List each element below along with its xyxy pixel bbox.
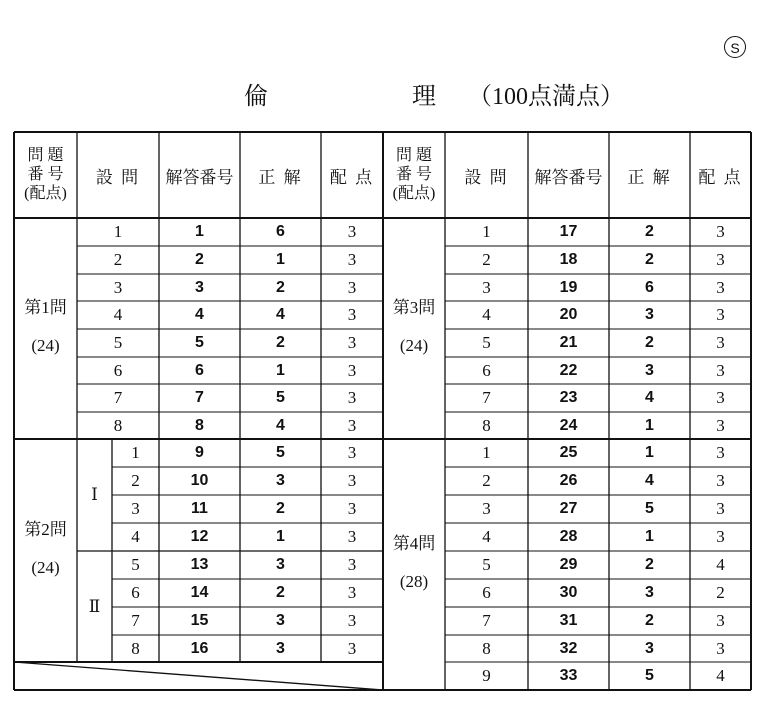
cell-seikai: 2 [276, 334, 285, 351]
cell-haiten: 3 [716, 638, 725, 658]
question-3-label [383, 297, 445, 357]
header-setsumon-right: 設 問 [464, 167, 509, 187]
cell-haiten: 3 [347, 305, 357, 324]
cell-setsumon: 5 [113, 333, 123, 352]
title-subject-2: 理 [412, 84, 436, 110]
cell-setsumon: 5 [131, 555, 140, 574]
cell-haiten: 3 [347, 222, 357, 241]
question-4-name: 第4問 [392, 534, 436, 553]
header-kaito-bango-right: 解答番号 [534, 167, 603, 187]
cell-kaito: 5 [195, 334, 204, 351]
cell-seikai: 5 [645, 667, 654, 684]
cell-haiten: 3 [347, 555, 357, 574]
cell-setsumon: 1 [482, 222, 491, 241]
cell-setsumon: 2 [482, 250, 491, 269]
cell-kaito: 33 [559, 667, 578, 684]
cell-setsumon: 4 [482, 305, 491, 324]
question-2-points: (24) [31, 558, 60, 577]
cell-kaito: 2 [195, 251, 204, 268]
cell-setsumon: 2 [131, 471, 140, 490]
cell-seikai: 4 [645, 472, 654, 489]
cell-haiten: 3 [347, 611, 357, 630]
cell-setsumon: 8 [482, 415, 491, 435]
cell-kaito: 16 [190, 639, 209, 657]
cell-kaito: 27 [559, 500, 578, 517]
cell-setsumon: 1 [113, 222, 123, 241]
cell-setsumon: 7 [131, 611, 140, 630]
cell-kaito: 3 [195, 278, 204, 296]
question-2-label [14, 519, 77, 579]
cell-setsumon: 2 [113, 250, 123, 269]
cell-seikai: 6 [276, 223, 285, 240]
cell-kaito: 20 [559, 306, 578, 323]
cell-setsumon: 4 [113, 305, 123, 324]
cell-seikai: 3 [645, 639, 654, 657]
question-4-points: (28) [399, 572, 429, 591]
question-3-name: 第3問 [392, 298, 436, 317]
cell-seikai: 3 [276, 612, 285, 629]
cell-kaito: 30 [559, 584, 578, 601]
cell-haiten: 3 [716, 222, 725, 241]
cell-seikai: 3 [276, 472, 285, 489]
cell-setsumon: 5 [482, 333, 491, 352]
cell-haiten: 3 [716, 499, 725, 518]
cell-kaito: 24 [559, 416, 578, 434]
cell-haiten: 3 [347, 360, 357, 380]
cell-haiten: 3 [716, 360, 725, 380]
question-2-name: 第2問 [24, 520, 67, 539]
cell-seikai: 3 [645, 584, 654, 601]
cell-haiten: 3 [347, 277, 357, 297]
cell-seikai: 2 [645, 251, 654, 268]
cell-setsumon: 2 [482, 471, 491, 490]
cell-kaito: 4 [195, 306, 204, 323]
cell-kaito: 25 [559, 444, 578, 461]
cell-seikai: 2 [645, 223, 654, 240]
cell-seikai: 5 [645, 500, 654, 517]
header-mondai-line-3: (配点) [392, 185, 436, 202]
question-1-label [14, 297, 77, 357]
cell-kaito: 21 [559, 334, 578, 351]
cell-kaito: 15 [190, 612, 209, 629]
header-setsumon-left: 設 問 [95, 167, 141, 187]
cell-seikai: 3 [645, 306, 654, 323]
question-1-name: 第1問 [24, 298, 67, 317]
title-subject-1: 倫 [244, 84, 268, 110]
cell-haiten: 3 [716, 611, 725, 630]
cell-setsumon: 8 [113, 415, 123, 435]
header-mondai-bango-right [383, 146, 445, 203]
cell-haiten: 3 [347, 527, 357, 546]
header-seikai-right: 正 解 [627, 167, 672, 187]
cell-setsumon: 8 [131, 638, 140, 658]
cell-setsumon: 3 [482, 277, 491, 297]
cell-kaito: 10 [190, 472, 209, 489]
header-mondai-line-3: (配点) [24, 185, 67, 202]
cell-kaito: 8 [195, 416, 204, 434]
cell-seikai: 4 [276, 306, 285, 323]
cell-kaito: 19 [559, 278, 578, 296]
cell-haiten: 3 [347, 333, 357, 352]
cell-setsumon: 6 [113, 360, 123, 380]
cell-seikai: 2 [276, 278, 285, 296]
cell-seikai: 2 [276, 584, 285, 601]
cell-seikai: 2 [645, 612, 654, 629]
question-2-part-2: Ⅱ [88, 596, 101, 616]
cell-setsumon: 7 [482, 611, 491, 630]
cell-setsumon: 4 [482, 527, 491, 546]
cell-haiten: 3 [347, 415, 357, 435]
cell-haiten: 4 [716, 666, 725, 685]
cell-haiten: 3 [716, 388, 725, 407]
cell-seikai: 4 [276, 416, 285, 434]
cell-haiten: 3 [347, 471, 357, 490]
header-seikai-left: 正 解 [258, 167, 303, 187]
cell-kaito: 22 [559, 361, 578, 379]
question-1-points: (24) [31, 336, 60, 355]
question-4-label [383, 533, 445, 593]
cell-kaito: 6 [195, 361, 204, 379]
cell-haiten: 2 [716, 583, 725, 602]
question-2-part-1: Ⅰ [91, 485, 98, 504]
header-mondai-line-2: 番 号 [395, 166, 432, 183]
cell-seikai: 1 [276, 528, 285, 545]
cell-kaito: 28 [559, 528, 578, 545]
cell-seikai: 3 [645, 361, 654, 379]
cell-seikai: 5 [276, 444, 285, 461]
cell-haiten: 3 [716, 443, 725, 462]
cell-kaito: 1 [195, 223, 204, 240]
cell-kaito: 18 [559, 251, 578, 268]
cell-seikai: 2 [645, 334, 654, 351]
cell-setsumon: 3 [482, 499, 491, 518]
cell-kaito: 17 [559, 223, 578, 240]
cell-setsumon: 1 [131, 443, 140, 462]
cell-haiten: 3 [716, 527, 725, 546]
cell-kaito: 26 [559, 472, 578, 489]
cell-kaito: 29 [559, 556, 578, 573]
header-mondai-line-1: 問 題 [27, 147, 64, 164]
cell-haiten: 3 [716, 250, 725, 269]
header-haiten-right: 配 点 [698, 167, 743, 187]
cell-setsumon: 7 [482, 388, 491, 407]
cell-kaito: 12 [190, 528, 209, 545]
cell-haiten: 4 [716, 555, 725, 574]
cell-haiten: 3 [716, 333, 725, 352]
cell-haiten: 3 [716, 277, 725, 297]
cell-setsumon: 3 [131, 499, 140, 518]
cell-seikai: 2 [645, 556, 654, 573]
cell-seikai: 6 [645, 278, 654, 296]
cell-haiten: 3 [347, 499, 357, 518]
cell-haiten: 3 [347, 638, 357, 658]
cell-haiten: 3 [716, 471, 725, 490]
cell-haiten: 3 [347, 250, 357, 269]
cell-kaito: 11 [191, 500, 208, 517]
question-3-points: (24) [399, 336, 429, 355]
title-full-score: （100点満点） [468, 84, 624, 110]
cell-haiten: 3 [716, 305, 725, 324]
cell-setsumon: 7 [113, 388, 123, 407]
cell-seikai: 5 [276, 389, 285, 406]
cell-seikai: 1 [276, 361, 285, 379]
cell-kaito: 9 [195, 444, 204, 461]
cell-seikai: 1 [276, 251, 285, 268]
cell-setsumon: 9 [482, 666, 491, 685]
cell-seikai: 3 [276, 556, 285, 573]
cell-setsumon: 6 [482, 360, 491, 380]
cell-seikai: 2 [276, 500, 285, 517]
cell-kaito: 14 [190, 584, 209, 601]
cell-kaito: 7 [195, 389, 204, 406]
cell-seikai: 4 [645, 389, 654, 406]
cell-setsumon: 5 [482, 555, 491, 574]
header-mondai-line-1: 問 題 [395, 147, 432, 164]
header-mondai-line-2: 番 号 [27, 166, 64, 183]
cell-setsumon: 4 [131, 527, 140, 546]
cell-kaito: 13 [190, 556, 209, 573]
header-kaito-bango-left: 解答番号 [165, 167, 234, 187]
cell-setsumon: 1 [482, 443, 491, 462]
cell-setsumon: 6 [482, 583, 491, 602]
cell-seikai: 3 [276, 639, 285, 657]
cell-haiten: 3 [716, 415, 725, 435]
cell-seikai: 1 [645, 444, 654, 461]
cell-haiten: 3 [347, 443, 357, 462]
cell-kaito: 31 [559, 612, 578, 629]
cell-setsumon: 6 [131, 583, 140, 602]
cell-haiten: 3 [347, 583, 357, 602]
cell-setsumon: 8 [482, 638, 491, 658]
cell-kaito: 32 [559, 639, 578, 657]
cell-haiten: 3 [347, 388, 357, 407]
header-haiten-left: 配 点 [329, 167, 375, 187]
cell-kaito: 23 [559, 389, 578, 406]
cell-setsumon: 3 [113, 277, 123, 297]
header-mondai-bango-left [14, 146, 77, 203]
cell-seikai: 1 [645, 416, 654, 434]
cell-seikai: 1 [645, 528, 654, 545]
s-circle-mark: S [724, 36, 746, 58]
